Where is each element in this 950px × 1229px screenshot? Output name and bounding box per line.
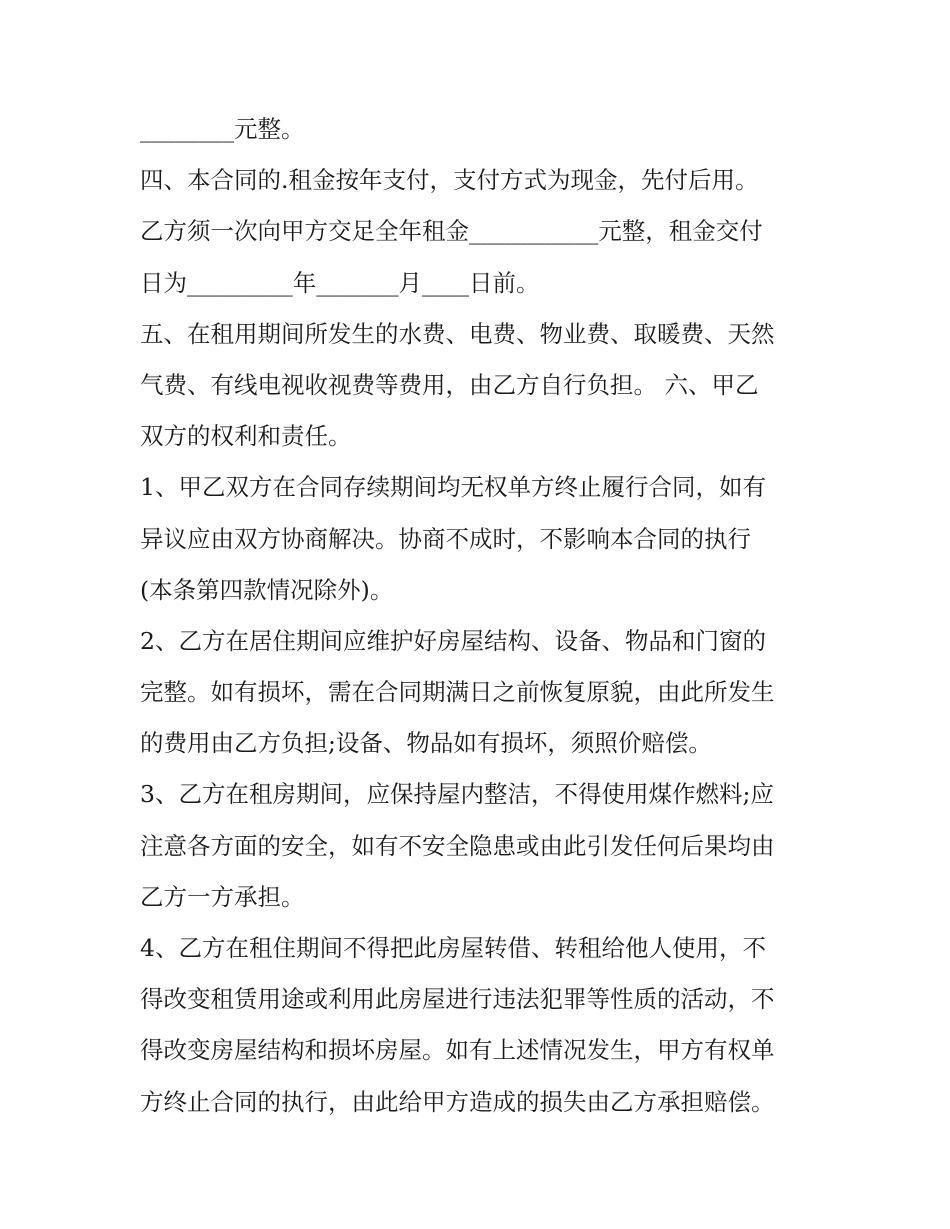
text-line: 2、乙方在居住期间应维护好房屋结构、设备、物品和门窗的 — [140, 626, 766, 655]
text-line: ________元整。 — [140, 115, 305, 143]
text-line: 乙方须一次向甲方交足全年租金___________元整，租金交付 — [140, 217, 763, 246]
text-line: 注意各方面的安全，如有不安全隐患或由此引发任何后果均由 — [140, 831, 775, 860]
text-line: 气费、有线电视收视费等费用，由乙方自行负担。 六、甲乙 — [140, 370, 759, 399]
text-line: 异议应由双方协商解决。协商不成时，不影响本合同的执行 — [140, 524, 751, 553]
text-line: 完整。如有损坏，需在合同期满日之前恢复原貌，由此所发生 — [140, 678, 775, 707]
text-line: 4、乙方在租住期间不得把此房屋转借、转租给他人使用，不 — [140, 934, 766, 962]
text-line: 乙方一方承担。 — [140, 882, 305, 911]
text-line: 双方的权利和责任。 — [140, 422, 352, 451]
text-line: 得改变房屋结构和损坏房屋。如有上述情况发生，甲方有权单 — [140, 1036, 775, 1065]
text-line: 五、在租用期间所发生的水费、电费、物业费、取暖费、天然 — [140, 319, 775, 348]
document-body — [140, 104, 820, 1128]
text-line: 3、乙方在租房期间，应保持屋内整洁，不得使用煤作燃料;应 — [140, 780, 774, 809]
text-line: (本条第四款情况除外)。 — [140, 575, 394, 604]
text-line: 的费用由乙方负担;设备、物品如有损坏，须照价赔偿。 — [140, 729, 712, 758]
text-line: 方终止合同的执行，由此给甲方造成的损失由乙方承担赔偿。 — [140, 1087, 775, 1116]
text-line: 1、甲乙双方在合同存续期间均无权单方终止履行合同，如有 — [140, 473, 766, 502]
text-line: 日为_________年_______月____日前。 — [140, 268, 540, 297]
text-line: 得改变租赁用途或利用此房屋进行违法犯罪等性质的活动，不 — [140, 985, 775, 1014]
text-line: 四、本合同的.租金按年支付，支付方式为现金，先付后用。 — [140, 166, 759, 195]
